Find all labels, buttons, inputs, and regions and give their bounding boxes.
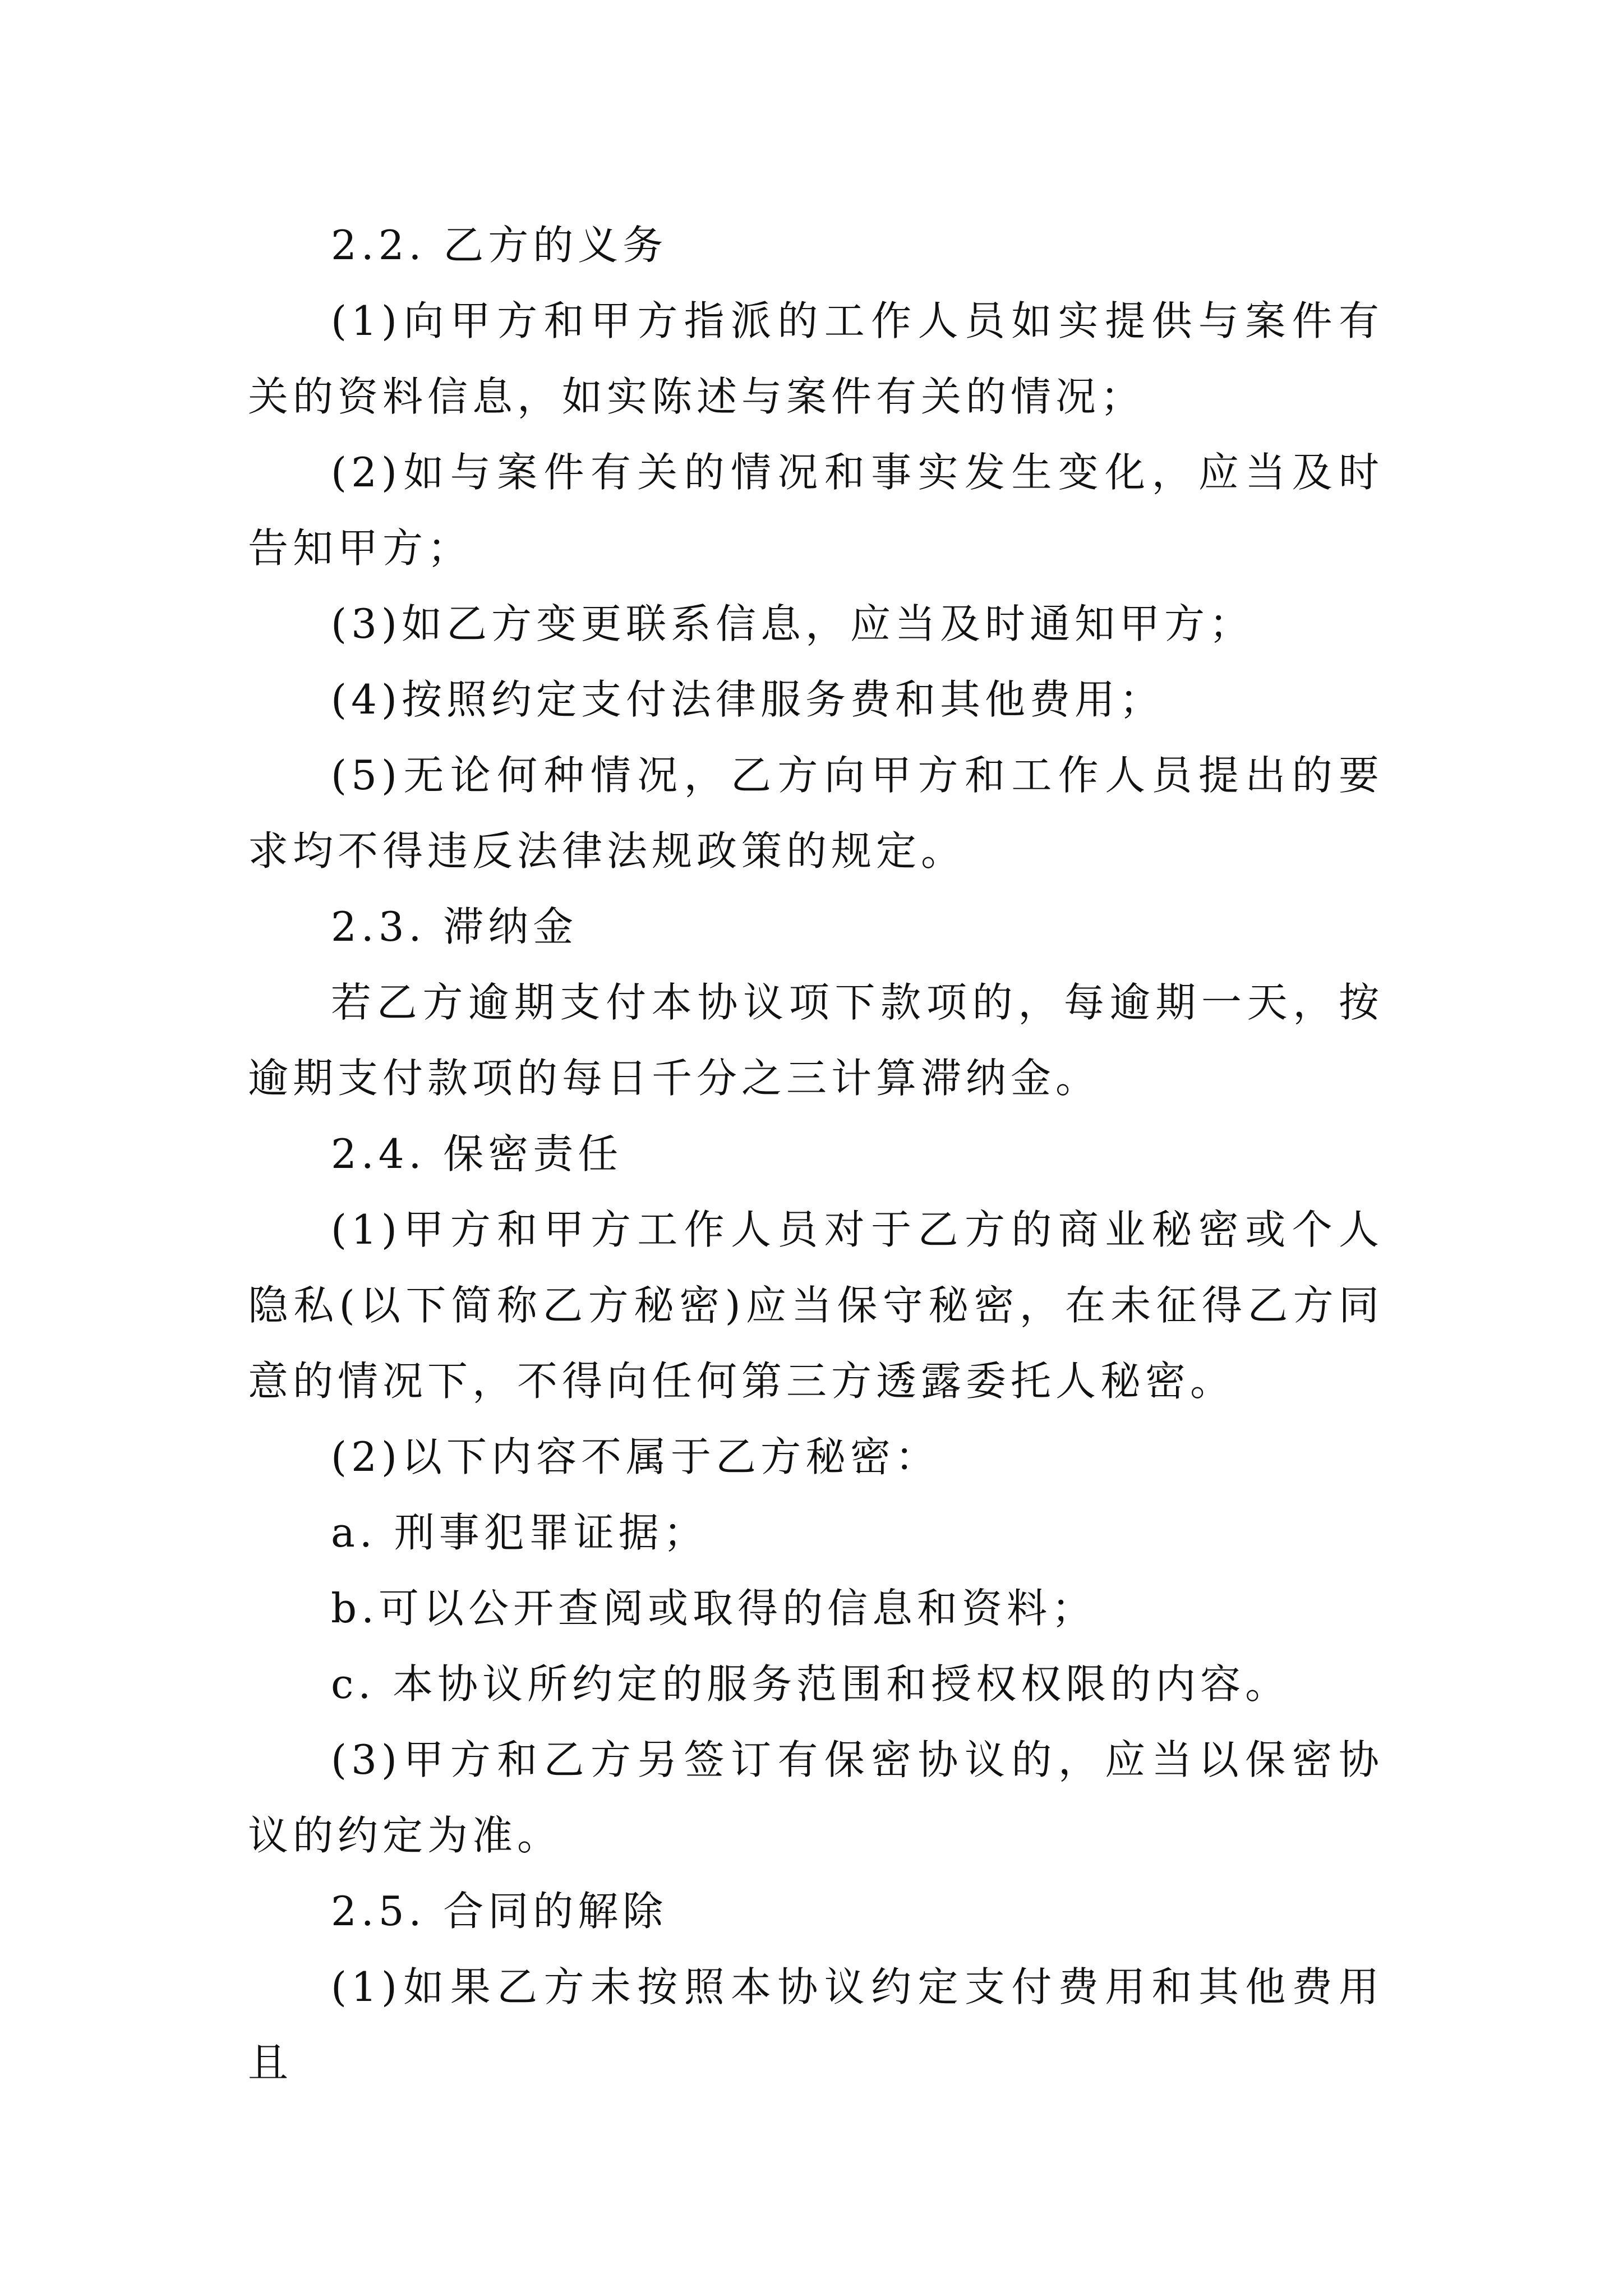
section-heading-2-2: 2.2. 乙方的义务 — [331, 222, 668, 269]
document-body — [248, 208, 1384, 2101]
paragraph-confidentiality-3: (3)甲方和乙方另签订有保密协议的，应当以保密协议的约定为准。 — [248, 1736, 1384, 1859]
paragraph-termination-1: (1)如果乙方未按照本协议约定支付费用和其他费用且 — [248, 1963, 1384, 2086]
paragraph-obligation-5: (5)无论何种情况，乙方向甲方和工作人员提出的要求均不得违反法律法规政策的规定。 — [248, 752, 1384, 875]
paragraph-confidentiality-1: (1)甲方和甲方工作人员对于乙方的商业秘密或个人隐私(以下简称乙方秘密)应当保守秘密，在未征得乙方同意的情况下，不得向任何第三方透露委托人秘密。 — [248, 1206, 1384, 1405]
section-heading-2-5: 2.5. 合同的解除 — [331, 1888, 668, 1935]
paragraph-obligation-2: (2)如与案件有关的情况和事实发生变化，应当及时告知甲方； — [248, 449, 1384, 572]
section-heading-2-4: 2.4. 保密责任 — [331, 1130, 623, 1177]
list-item-c: c. 本协议所约定的服务范围和授权权限的内容。 — [331, 1660, 1290, 1708]
paragraph-confidentiality-2: (2)以下内容不属于乙方秘密： — [331, 1433, 940, 1480]
section-heading-2-3: 2.3. 滞纳金 — [331, 903, 578, 950]
list-item-a: a. 刑事犯罪证据； — [331, 1509, 708, 1556]
paragraph-obligation-3: (3)如乙方变更联系信息，应当及时通知甲方； — [331, 600, 1254, 647]
paragraph-obligation-4: (4)按照约定支付法律服务费和其他费用； — [331, 676, 1164, 723]
paragraph-obligation-1: (1)向甲方和甲方指派的工作人员如实提供与案件有关的资料信息，如实陈述与案件有关的情况； — [248, 297, 1384, 420]
list-item-b: b.可以公开查阅或取得的信息和资料； — [331, 1585, 1096, 1632]
paragraph-late-fee: 若乙方逾期支付本协议项下款项的，每逾期一天，按逾期支付款项的每日千分之三计算滞纳金。 — [248, 979, 1384, 1102]
